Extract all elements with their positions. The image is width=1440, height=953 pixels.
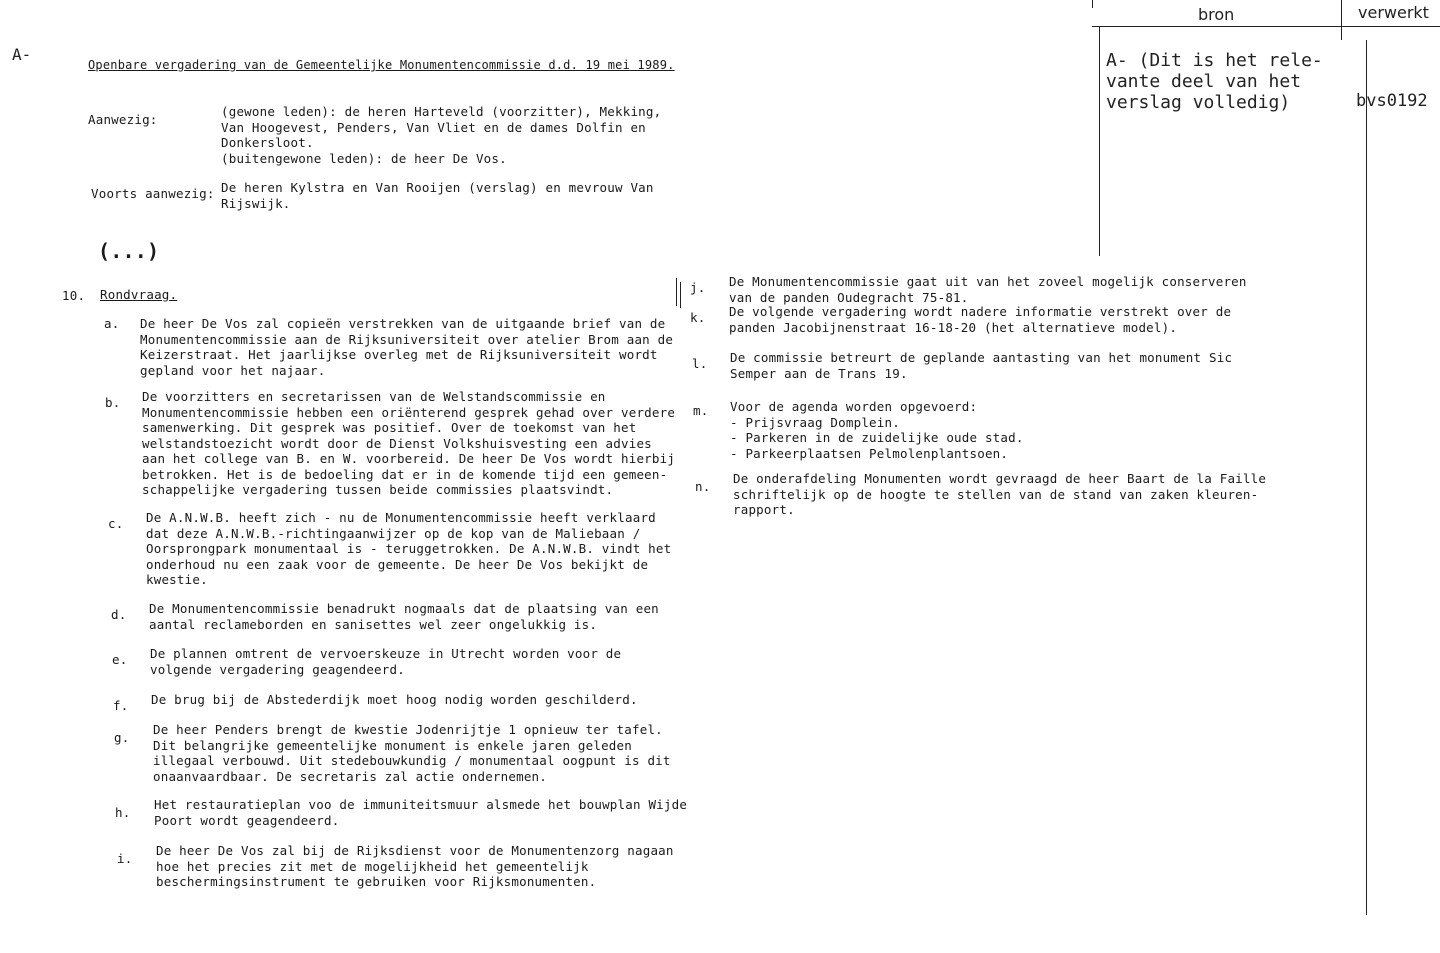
item-text: De heer De Vos zal copieën verstrekken van de uitgaande brief van de Monumentencommissie aan de Rijksuniversiteit over atelier Brom aan de Keizerstraat. Het jaarlijkse overleg met de Rijksuniversiteit wordt gepland voor het najaar. [140,316,674,378]
item-label: l. [692,356,708,371]
item-label: e. [112,652,128,667]
change-bar [676,278,677,306]
item-text: De heer De Vos zal bij de Rijksdienst voor de Monumentenzorg nagaan hoe het precies zit met de mogelijkheid het gemeentelijk beschermingsinstrument te gebruiken voor Rijksmonumenten. [156,843,674,889]
item-label: m. [693,403,709,418]
item-text: Het restauratieplan voo de immuniteitsmuur alsmede het bouwplan Wijde Poort wordt geagendeerd. [154,797,688,828]
item-label: f. [113,698,129,713]
item-label: k. [690,310,706,325]
item-label: g. [114,730,130,745]
ellipsis: (...) [98,239,160,263]
margin-code: bvs0192 [1356,91,1428,111]
margin-header-verwerkt: verwerkt [1358,3,1429,22]
present-label: Aanwezig: [88,112,158,127]
item-label: a. [104,316,120,331]
item-text: De Monumentencommissie gaat uit van het zoveel mogelijk conserveren van de panden Oudegracht 75-81. [729,274,1247,305]
item-text: De plannen omtrent de vervoerskeuze in Utrecht worden voor de volgende vergadering geagendeerd. [150,646,622,677]
item-label: b. [105,395,121,410]
margin-tick [1092,0,1093,8]
item-text: De Monumentencommissie benadrukt nogmaals dat de plaatsing van een aantal reclameborden en sanisettes wel zeer ongelukkig is. [149,601,659,632]
document-title: Openbare vergadering van de Gemeentelijke Monumentencommissie d.d. 19 mei 1989. [88,58,675,72]
item-text: De brug bij de Abstederdijk moet hoog nodig worden geschilderd. [151,692,638,707]
margin-top-rule [1092,26,1440,27]
also-present-label: Voorts aanwezig: [91,186,215,201]
also-present-text: De heren Kylstra en Van Rooijen (verslag) en mevrouw Van Rijswijk. [221,180,654,211]
margin-note: A- (Dit is het rele- vante deel van het verslag volledig) [1106,50,1323,113]
item-label: h. [115,805,131,820]
item-label: c. [108,516,124,531]
corner-mark: A- [12,45,32,64]
item-text: De A.N.W.B. heeft zich - nu de Monumentencommissie heeft verklaard dat deze A.N.W.B.-richtingaanwijzer op de kop van de Maliebaan / Oorsprongpark monumentaal is - teruggetrokken. De A.N.W.B. vindt het onderhoud nu een zaak voor de gemeente. De heer De Vos bekijkt de kwestie. [146,510,672,587]
margin-divider-rule-lower [1366,40,1367,915]
item-text: De heer Penders brengt de kwestie Jodenrijtje 1 opnieuw ter tafel. Dit belangrijke gemeentelijke monument is enkele jaren geleden illegaal verbouwd. Uit stedebouwkundig / monumentaal oogpunt is dit onaanvaardbaar. De secretaris zal actie ondernemen. [153,722,671,784]
margin-left-rule [1099,26,1100,256]
section-title: Rondvraag. [100,287,178,302]
item-text: Voor de agenda worden opgevoerd: - Prijsvraag Domplein. - Parkeren in de zuidelijke oude stad. - Parkeerplaatsen Pelmolenplantsoen. [730,399,1024,461]
item-label: i. [117,851,133,866]
change-bar-2 [680,282,681,308]
item-label: d. [111,607,127,622]
margin-divider-rule [1341,0,1342,40]
present-text: (gewone leden): de heren Harteveld (voorzitter), Mekking, Van Hoogevest, Penders, Van Vliet en de dames Dolfin en Donkersloot. (buitengewone leden): de heer De Vos. [221,104,662,166]
item-text: De commissie betreurt de geplande aantasting van het monument Sic Semper aan de Trans 19. [730,350,1233,381]
item-text: De voorzitters en secretarissen van de Welstandscommissie en Monumentencommissie hebben een oriënterend gesprek gehad over verdere samenwerking. Dit gesprek was positief. Over de toekomst van het welstandstoezicht wordt door de Dienst Volkshuisvesting een advies aan het college van B. en W. voorbereid. De heer De Vos wordt hierbij betrokken. Het is de bedoeling dat er in de komende tijd een gemeen- schappelijke vergadering tussen beide commissies plaatsvindt. [142,389,676,497]
item-label: n. [695,479,711,494]
item-text: De onderafdeling Monumenten wordt gevraagd de heer Baart de la Faille schriftelijk op de hoogte te stellen van de stand van zaken kleuren- rapport. [733,471,1267,517]
margin-header-bron: bron [1198,5,1235,24]
section-number: 10. [62,288,86,303]
item-text: De volgende vergadering wordt nadere informatie verstrekt over de panden Jacobijnenstraat 16-18-20 (het alternatieve model). [729,304,1232,335]
item-label: j. [690,280,706,295]
